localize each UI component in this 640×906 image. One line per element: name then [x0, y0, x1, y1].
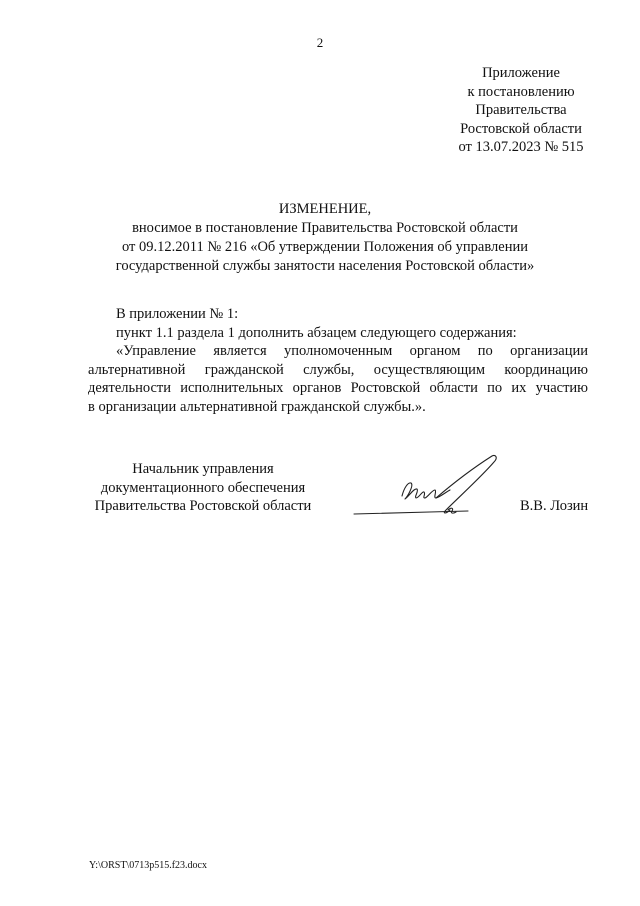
signer-position-line: Начальник управления [132, 461, 274, 477]
appendix-line: от 13.07.2023 № 515 [458, 139, 584, 155]
signer-position-line: Правительства Ростовской области [94, 498, 312, 514]
signer-position [78, 460, 328, 516]
body-paragraph: В приложении № 1: [116, 306, 239, 322]
heading-title: ИЗМЕНЕНИЕ, [278, 201, 372, 217]
heading-line: от 09.12.2011 № 216 «Об утверждении Положения об управлении [122, 239, 528, 255]
appendix-line: к постановлению [467, 83, 575, 100]
page-number: 2 [316, 35, 324, 50]
file-path: Y:\ORST\0713p515.f23.docx [89, 860, 207, 871]
appendix-line: Приложение [482, 65, 560, 81]
quote-line: «Управление является уполномоченным органом по организации [116, 343, 588, 359]
appendix-line: Ростовской области [460, 120, 582, 137]
body-paragraph: пункт 1.1 раздела 1 дополнить абзацем следующего содержания: [116, 324, 517, 341]
quote-line: деятельности исполнительных органов Ростовской области по их участию [88, 380, 588, 396]
appendix-line: Правительства [475, 102, 567, 118]
handwritten-signature [350, 452, 510, 522]
heading-line: государственной службы занятости населения Ростовской области» [115, 258, 535, 274]
document-heading [60, 200, 590, 276]
quote-line: в организации альтернативной гражданской службы.». [88, 398, 426, 415]
quote-line: альтернативной гражданской службы, осуществляющим координацию [88, 361, 588, 378]
signer-name: В.В. Лозин [520, 498, 589, 514]
heading-line: вносимое в постановление Правительства Ростовской области [132, 220, 518, 236]
signer-position-line: документационного обеспечения [100, 479, 306, 496]
appendix-reference [440, 64, 602, 157]
document-body [88, 305, 588, 416]
